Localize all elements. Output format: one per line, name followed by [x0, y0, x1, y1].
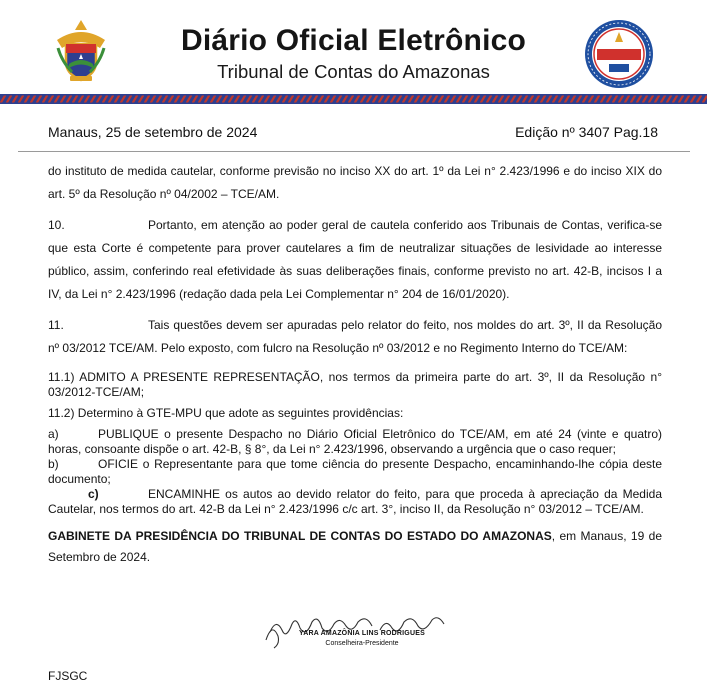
page-subtitle: Tribunal de Contas do Amazonas — [217, 61, 490, 82]
footer-initials: FJSGC — [48, 669, 88, 683]
item-letter: c) — [88, 487, 99, 501]
item-text: PUBLIQUE o presente Despacho no Diário Oficial Eletrônico do TCE/AM, em até 24 (vinte e quatro) horas, consoante dispõe o art. 42-B, § 8°, da Lei n° 2.423/1996, observando a urgência que o caso requer; — [48, 427, 662, 456]
publication-date: Manaus, 25 de setembro de 2024 — [48, 124, 258, 140]
paragraph-11-2: 11.2) Determino à GTE-MPU que adote as seguintes providências: — [48, 406, 404, 420]
edition-number: Edição nº 3407 Pag.18 — [515, 124, 658, 140]
item-text: OFICIE o Representante para que tome ciência do presente Despacho, encaminhando-lhe cópia deste documento; — [48, 457, 662, 486]
paragraph-number: 11. — [48, 318, 64, 332]
page-title: Diário Oficial Eletrônico — [180, 24, 527, 57]
item-letter: a) — [48, 427, 59, 441]
masthead — [0, 0, 707, 108]
item-b — [48, 457, 662, 487]
item-letter: b) — [48, 457, 59, 471]
paragraph-11 — [48, 314, 662, 360]
closing-office: GABINETE DA PRESIDÊNCIA DO TRIBUNAL DE CONTAS DO ESTADO DO AMAZONAS — [48, 529, 552, 543]
paragraph-text: Portanto, em atenção ao poder geral de cautela conferido aos Tribunais de Contas, verifica-se que esta Corte é competente para prover cautelares a fim de neutralizar situações de lesividade ao interesse público, assim, conferindo real efetividade às suas deliberações finais, conforme previsto no art. 42-B, incisos I a IV, da Lei n° 2.423/1996 (redação dada pela Lei Complementar n° 204 de 16/01/2020). — [48, 218, 662, 301]
paragraph-10 — [48, 214, 662, 306]
paragraph-11-1: 11.1) ADMITO A PRESENTE REPRESENTAÇÃO, nos termos da primeira parte do art. 3º, II da Resolução n° 03/2012-TCE/AM; — [48, 370, 662, 399]
paragraph-continuation: do instituto de medida cautelar, conforme previsão no inciso XX do art. 1º da Lei n° 2.423/1996 e do inciso XIX do art. 5º da Resolução nº 04/2002 – TCE/AM. — [48, 164, 662, 201]
document-body — [48, 160, 662, 568]
paragraph-text: Tais questões devem ser apuradas pelo relator do feito, nos moldes do art. 3º, II da Resolução nº 03/2012 TCE/AM. Pelo exposto, com fulcro na Resolução nº 03/2012 e no Regimento Interno do TCE/AM: — [48, 318, 662, 355]
item-text: ENCAMINHE os autos ao devido relator do feito, para que proceda à apreciação da Medida Cautelar, nos termos do art. 42-B da Lei n° 2.423/1996 c/c art. 3°, inciso II, da Resolução n° 03/2012 – TCE/AM. — [48, 487, 662, 516]
closing-statement — [48, 526, 662, 568]
item-c — [48, 487, 662, 517]
decorative-band — [0, 94, 707, 104]
signatory-role: Conselheira-Presidente — [325, 640, 399, 647]
paragraph-number: 10. — [48, 218, 65, 232]
header-divider — [18, 151, 690, 152]
certified-institution-seal-icon — [583, 18, 655, 90]
closing-date: , em Manaus, 19 de Setembro de 2024. — [48, 529, 662, 564]
item-a — [48, 427, 662, 457]
signatory-name: YARA AMAZÔNIA LINS RODRIGUES — [299, 630, 425, 637]
